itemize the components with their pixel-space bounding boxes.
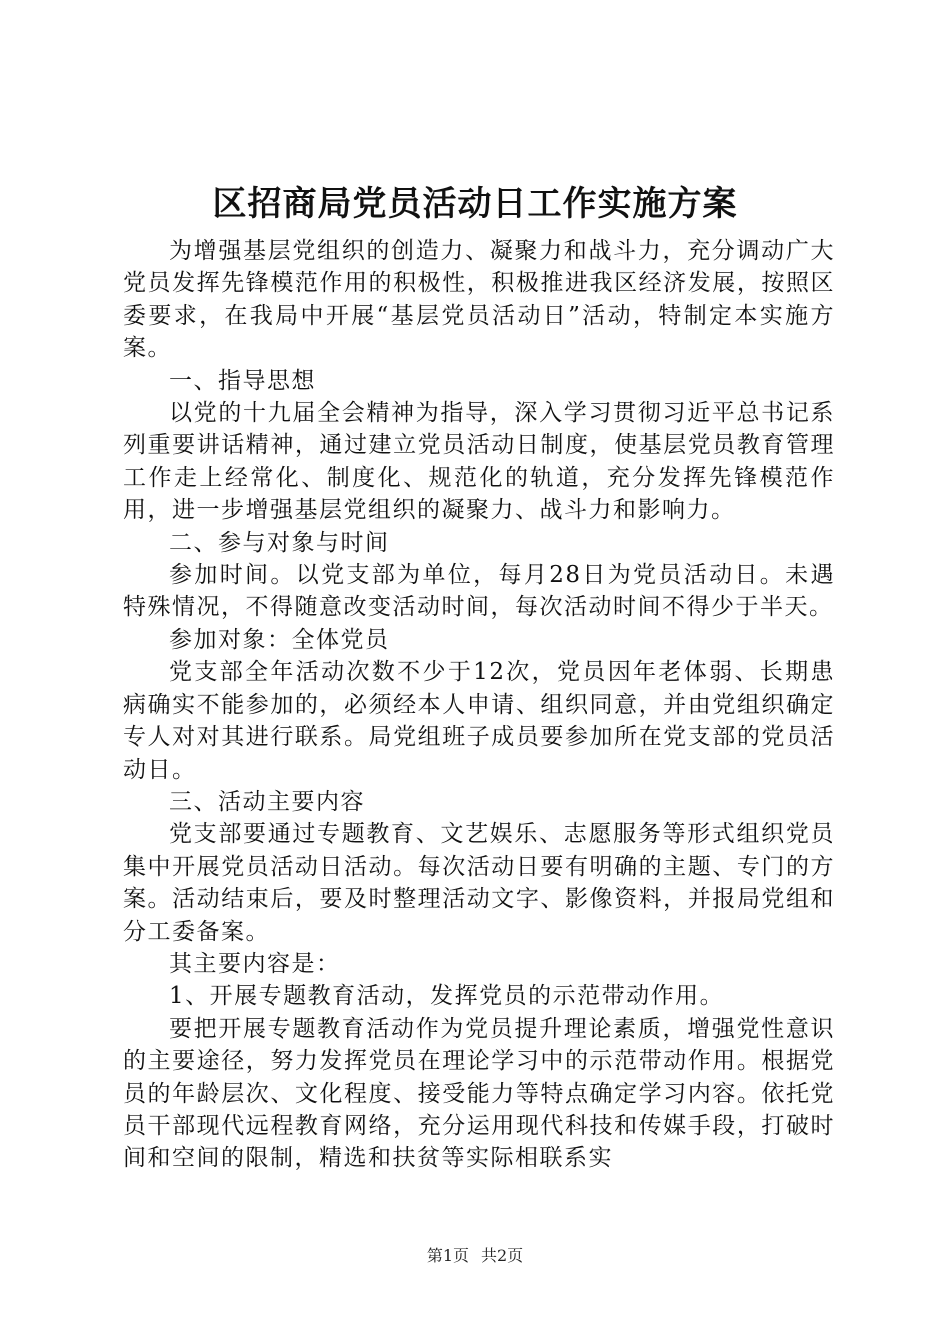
document-body (123, 235, 835, 1175)
section-heading-main-content: 三、活动主要内容 (169, 788, 365, 815)
page-total: 共2页 (481, 1246, 524, 1265)
intro-paragraph: 为增强基层党组织的创造力、凝聚力和战斗力，充分调动广大党员发挥先锋模范作用的积极性，积极推进我区经济发展，按照区委要求，在我局中开展“基层党员活动日”活动，特制定本实施方案。 (123, 238, 835, 362)
document-title: 区招商局党员活动日工作实施方案 (212, 184, 738, 224)
section-heading-participants-time: 二、参与对象与时间 (169, 529, 390, 556)
participants-paragraph: 参加对象：全体党员 (169, 626, 390, 653)
main-content-intro: 其主要内容是： (169, 950, 341, 977)
main-content-paragraph: 党支部要通过专题教育、文艺娱乐、志愿服务等形式组织党员集中开展党员活动日活动。每次活动日要有明确的主题、专门的方案。活动结束后，要及时整理活动文字、影像资料，并报局党组和分工委备案。 (123, 821, 835, 945)
activity-frequency-paragraph: 党支部全年活动次数不少于12次，党员因年老体弱、长期患病确实不能参加的，必须经本人申请、组织同意，并由党组织确定专人对对其进行联系。局党组班子成员要参加所在党支部的党员活动日。 (123, 659, 835, 783)
page-number: 第1页 (426, 1246, 469, 1265)
participation-time-paragraph: 参加时间。以党支部为单位，每月28日为党员活动日。未遇特殊情况，不得随意改变活动时间，每次活动时间不得少于半天。 (123, 562, 835, 621)
guiding-ideology-paragraph: 以党的十九届全会精神为指导，深入学习贯彻习近平总书记系列重要讲话精神，通过建立党员活动日制度，使基层党员教育管理工作走上经常化、制度化、规范化的轨道，充分发挥先锋模范作用，进一步增强基层党组织的凝聚力、战斗力和影响力。 (123, 400, 835, 524)
item-heading-special-education: 1、开展专题教育活动，发挥党员的示范带动作用。 (169, 983, 725, 1010)
section-heading-guiding-ideology: 一、指导思想 (169, 367, 316, 394)
special-education-paragraph: 要把开展专题教育活动作为党员提升理论素质，增强党性意识的主要途径，努力发挥党员在理论学习中的示范带动作用。根据党员的年龄层次、文化程度、接受能力等特点确定学习内容。依托党员干部现代远程教育网络，充分运用现代科技和传媒手段，打破时间和空间的限制，精选和扶贫等实际相联系实 (123, 1015, 835, 1172)
page-footer (0, 1245, 950, 1267)
